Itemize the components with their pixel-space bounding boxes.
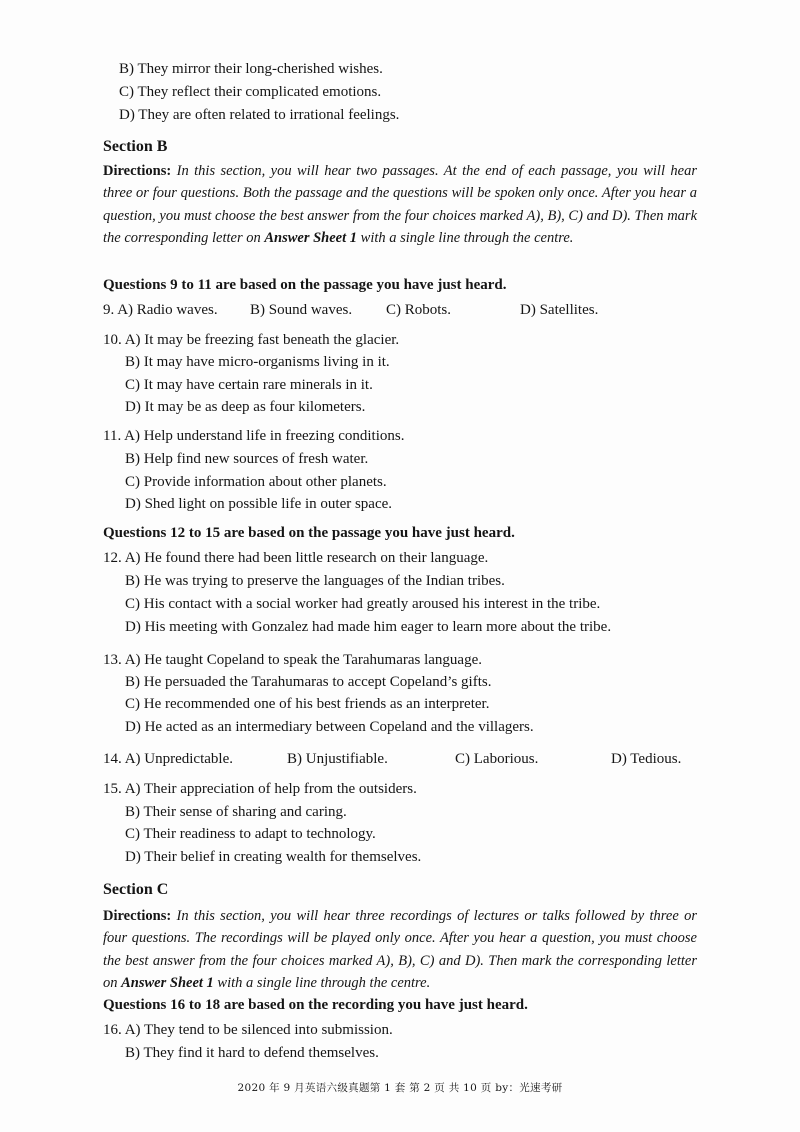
option-b: B) It may have micro-organisms living in it. [125, 354, 390, 370]
option-a: A) Their appreciation of help from the outsiders. [124, 781, 417, 797]
directions-text: with a single line through the centre. [357, 229, 574, 246]
question-number: 13. [103, 652, 122, 668]
option-c: C) Their readiness to adapt to technology. [125, 826, 376, 842]
option-text: C) They reflect their complicated emotions. [119, 84, 382, 100]
question-9 [103, 301, 218, 319]
option-a: A) Radio waves. [117, 302, 218, 318]
question-number: 16. [103, 1022, 122, 1038]
question-group-heading: Questions 16 to 18 are based on the recording you have just heard. [103, 997, 528, 1013]
option-d: D) Satellites. [520, 302, 599, 318]
option-d: D) Their belief in creating wealth for themselves. [125, 849, 422, 865]
option-a: A) Help understand life in freezing conditions. [124, 428, 405, 444]
option-a: A) Unpredictable. [124, 751, 233, 767]
answer-sheet-ref: Answer Sheet 1 [121, 974, 214, 991]
option-d: D) It may be as deep as four kilometers. [125, 399, 366, 415]
option-text: B) They mirror their long-cherished wishes. [119, 61, 383, 77]
option-d: D) His meeting with Gonzalez had made him eager to learn more about the tribe. [125, 619, 612, 635]
option-c: C) Provide information about other planets. [125, 474, 387, 490]
question-number: 11. [103, 428, 122, 444]
option-b: B) Sound waves. [250, 302, 353, 318]
question-number: 15. [103, 781, 122, 797]
option-d: D) Shed light on possible life in outer space. [125, 496, 393, 512]
question-13 [103, 651, 482, 669]
question-group-heading: Questions 9 to 11 are based on the passage you have just heard. [103, 277, 507, 293]
option-c: C) Robots. [386, 302, 452, 318]
section-c-directions [103, 905, 697, 994]
option-d: D) Tedious. [611, 751, 682, 767]
question-12 [103, 549, 488, 567]
question-10 [103, 331, 399, 349]
question-15 [103, 780, 417, 798]
option-c: C) Laborious. [455, 751, 539, 767]
option-b: B) Help find new sources of fresh water. [125, 451, 369, 467]
option-a: A) It may be freezing fast beneath the glacier. [124, 332, 400, 348]
option-c: C) It may have certain rare minerals in it. [125, 377, 373, 393]
directions-label: Directions: [103, 163, 172, 179]
directions-label: Directions: [103, 908, 172, 924]
section-b-title: Section B [103, 138, 168, 155]
option-a: A) They tend to be silenced into submission. [124, 1022, 393, 1038]
question-number: 9. [103, 302, 115, 318]
question-group-heading: Questions 12 to 15 are based on the passage you have just heard. [103, 525, 515, 541]
directions-text: In this section, you will hear three recordings of lectures or talks followed by three or four questions. The recordings will be played only once. After you hear a question, you must choose the best answer from the four choices marked A), B), C) and D). Then mark the corresponding letter on [103, 908, 697, 991]
option-b: B) Their sense of sharing and caring. [125, 804, 347, 820]
option-c: C) He recommended one of his best friends as an interpreter. [125, 696, 490, 712]
section-c-title: Section C [103, 881, 169, 898]
question-16 [103, 1021, 393, 1039]
option-a: A) He taught Copeland to speak the Tarahumaras language. [124, 652, 482, 668]
option-a: A) He found there had been little research on their language. [124, 550, 489, 566]
option-text: D) They are often related to irrational feelings. [119, 107, 400, 123]
option-c: C) His contact with a social worker had greatly aroused his interest in the tribe. [125, 596, 601, 612]
directions-text: with a single line through the centre. [213, 974, 431, 991]
option-b: B) Unjustifiable. [287, 751, 388, 767]
option-d: D) He acted as an intermediary between Copeland and the villagers. [125, 719, 534, 735]
directions-text: In this section, you will hear two passages. At the end of each passage, you will hear three or four questions. Both the passage and the questions will be spoken only once. After you hear a question, you must choose the best answer from the four choices marked A), B), C) and D). Then mark the corresponding letter on [103, 163, 697, 246]
section-b-directions [103, 160, 697, 249]
question-11 [103, 427, 404, 445]
answer-sheet-ref: Answer Sheet 1 [264, 229, 358, 246]
question-number: 14. [103, 751, 122, 767]
option-b: B) He was trying to preserve the languages of the Indian tribes. [125, 573, 505, 589]
option-b: B) He persuaded the Tarahumaras to accept Copeland’s gifts. [125, 674, 492, 690]
page-footer: 2020 年 9 月英语六级真题第 1 套 第 2 页 共 10 页 by：光速考研 [237, 1082, 563, 1094]
question-number: 10. [103, 332, 122, 348]
question-number: 12. [103, 550, 122, 566]
option-b: B) They find it hard to defend themselves. [125, 1045, 379, 1061]
question-14 [103, 750, 233, 768]
